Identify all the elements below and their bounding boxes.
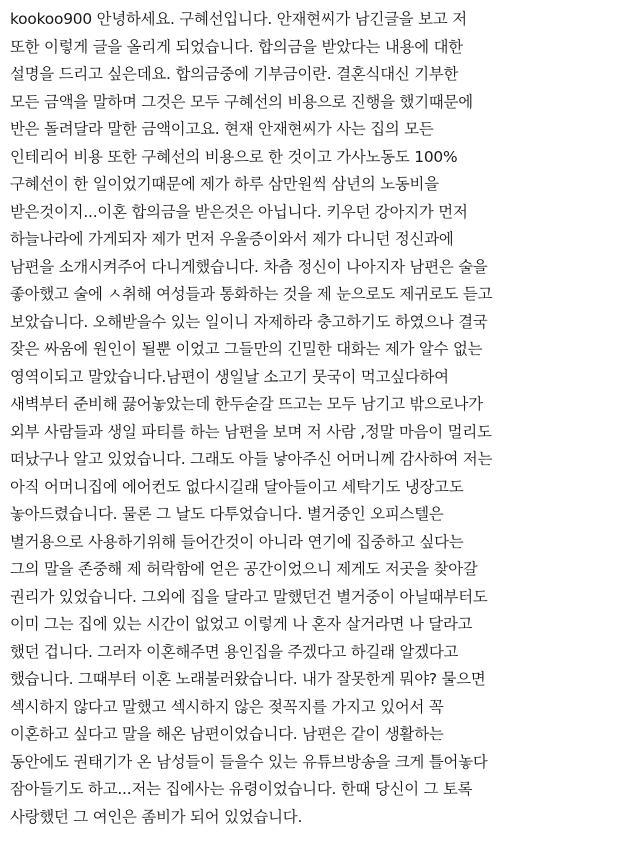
post-line: 외부 사람들과 생일 파티를 하는 남편을 보며 저 사람 ,정말 마음이 멀리도 <box>10 422 492 441</box>
post-line: 인테리어 비용 또한 구혜선의 비용으로 한 것이고 가사노동도 100% <box>10 147 458 166</box>
post-line: 아직 어머니집에 에어컨도 없다시길래 달아들이고 세탁기도 냉장고도 <box>10 477 464 496</box>
post-line: 했던 겁니다. 그러자 이혼해주면 용인집을 주겠다고 하길래 알겠다고 <box>10 642 459 661</box>
post-line: 권리가 있었습니다. 그외에 집을 달라고 말했던건 별거중이 아닐때부터도 <box>10 587 488 606</box>
post-line: 또한 이렇게 글을 올리게 되었습니다. 합의금을 받았다는 내용에 대한 <box>10 37 463 56</box>
post-line: 설명을 드리고 싶은데요. 합의금중에 기부금이란. 결혼식대신 기부한 <box>10 65 459 83</box>
post-line: 보았습니다. 오해받을수 있는 일이니 자제하라 충고하기도 하였으나 결국 <box>10 312 488 331</box>
post-line: 했습니다. 그때부터 이혼 노래불러왔습니다. 내가 잘못한게 뭐야? 물으면 <box>10 670 486 688</box>
post-line: 구혜선이 한 일이었기때문에 제가 하루 삼만원씩 삼년의 노동비을 <box>10 175 439 193</box>
post-line: 영역이되고 말았습니다.남편이 생일날 소고기 뭇국이 먹고싶다하여 <box>10 367 449 386</box>
post-line: 잠아들기도 하고...저는 집에사는 유령이었습니다. 한때 당신이 그 토록 <box>10 780 473 798</box>
post-line: 동안에도 권태기가 온 남성들이 들을수 있는 유튜브방송을 크게 틀어놓다 <box>10 752 488 771</box>
post-line: 이혼하고 싶다고 말을 해온 남편이었습니다. 남편은 같이 생활하는 <box>10 725 444 743</box>
post-line: 놓아드렸습니다. 물론 그 날도 다투었습니다. 별거중인 오피스텔은 <box>10 505 444 523</box>
post-line: 하늘나라에 가게되자 제가 먼저 우울증이와서 제가 다니던 정신과에 <box>10 230 454 248</box>
post-line: 새벽부터 준비해 끓어놓았는데 한두숟갈 뜨고는 모두 남기고 밖으로나가 <box>10 395 483 413</box>
post-line: 그의 말을 존중해 제 허락함에 얻은 공간이었으니 제게도 저곳을 찾아갈 <box>10 560 478 578</box>
post-line: 별거용으로 사용하기위해 들어간것이 아니라 연기에 집중하고 싶다는 <box>10 532 464 551</box>
post-line: 잦은 싸움에 원인이 될뿐 이었고 그들만의 긴밀한 대화는 제가 알수 없는 <box>10 340 483 358</box>
post-line: 섹시하지 않다고 말했고 섹시하지 않은 젖꼭지를 가지고 있어서 꼭 <box>10 697 444 716</box>
post-line: 받은것이지...이혼 합의금을 받은것은 아닙니다. 키우던 강아지가 먼저 <box>10 202 468 221</box>
post-line: 남편을 소개시켜주어 다니게했습니다. 차츰 정신이 나아지자 남편은 술을 <box>10 257 488 276</box>
post-line: 모든 금액을 말하며 그것은 모두 구혜선의 비용으로 진행을 했기때문에 <box>10 92 473 111</box>
post-line <box>10 6 618 34</box>
post-line: 반은 돌려달라 말한 금액이고요. 현재 안재현씨가 사는 집의 모든 <box>10 120 434 138</box>
post-line: 떠났구나 알고 있었습니다. 그래도 아들 낳아주신 어머니께 감사하여 저는 <box>10 450 493 468</box>
post-line-text: 안녕하세요. 구혜선입니다. 안재현씨가 남긴글을 보고 저 <box>91 10 467 28</box>
post-line: 사랑했던 그 여인은 좀비가 되어 있었습니다. <box>10 807 303 826</box>
post-line: 좋아했고 술에 ㅅ취해 여성들과 통화하는 것을 제 눈으로도 제귀로도 듣고 <box>10 285 493 303</box>
username-link[interactable]: kookoo900 <box>10 10 92 28</box>
post-line: 이미 그는 집에 있는 시간이 없었고 이렇게 나 혼자 살거라면 나 달라고 <box>10 615 473 633</box>
